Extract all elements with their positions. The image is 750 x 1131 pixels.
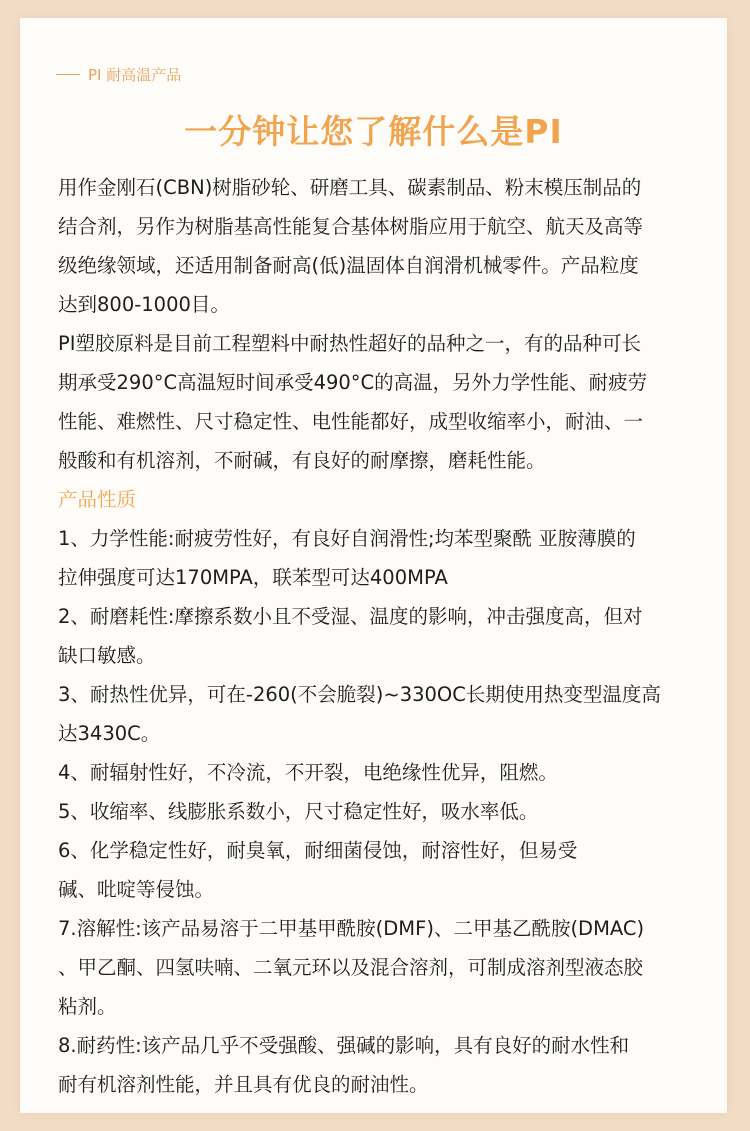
text-line: 结合剂，另作为树脂基高性能复合基体树脂应用于航空、航天及高等 [58,215,644,238]
text-line: 达3430C。 [58,722,161,745]
text-line: 5、收缩率、线膨胀系数小，尺寸稳定性好，吸水率低。 [58,800,539,823]
text-line: 3、耐热性优异，可在-260(不会脆裂)~330OC长期使用热变型温度高 [58,683,661,706]
text-line: 碱、吡啶等侵蚀。 [58,878,215,901]
text-line: 7.溶解性:该产品易溶于二甲基甲酰胺(DMF)、二甲基乙酰胺(DMAC) [58,917,645,940]
tag-divider [56,74,80,75]
text-line: PI塑胶原料是目前工程塑料中耐热性超好的品种之一，有的品种可长 [58,332,642,355]
page-title: 一分钟让您了解什么是PI [184,112,563,151]
text-line: 耐有机溶剂性能，并且具有优良的耐油性。 [58,1073,429,1096]
text-line: 缺口敏感。 [58,644,156,667]
text-line: 6、化学稳定性好，耐臭氧，耐细菌侵蚀，耐溶性好，但易受 [58,839,578,862]
text-line: 拉伸强度可达170MPA，联苯型可达400MPA [58,566,448,589]
text-line: 2、耐磨耗性:摩擦系数小且不受湿、温度的影响，冲击强度高，但对 [58,605,643,628]
text-line: 般酸和有机溶剂，不耐碱，有良好的耐摩擦，磨耗性能。 [58,449,546,472]
section-tag [56,64,181,85]
section-heading: 产品性质 [58,488,137,511]
text-line: 1、力学性能:耐疲劳性好，有良好自润滑性;均苯型聚酰 亚胺薄膜的 [58,527,636,550]
text-line: 达到800-1000目。 [58,293,230,316]
text-line: 级绝缘领域，还适用制备耐高(低)温固体自润滑机械零件。产品粒度 [58,254,639,277]
text-line: 粘剂。 [58,995,117,1018]
text-line: 用作金刚石(CBN)树脂砂轮、研磨工具、碳素制品、粉末模压制品的 [58,176,642,199]
section-tag-label: PI 耐高温产品 [88,66,182,84]
text-line: 4、耐辐射性好，不冷流，不开裂，电绝缘性优异，阻燃。 [58,761,558,784]
text-line: 性能、难燃性、尺寸稳定性、电性能都好，成型收缩率小，耐油、一 [58,410,644,433]
article-body [58,168,718,1104]
content-card [20,18,727,1113]
text-line: 8.耐药性:该产品几乎不受强酸、强碱的影响，具有良好的耐水性和 [58,1034,630,1057]
text-line: 期承受290°C高温短时间承受490°C的高温，另外力学性能、耐疲劳 [58,371,648,394]
text-line: 、甲乙酮、四氢呋喃、二氧元环以及混合溶剂，可制成溶剂型液态胶 [58,956,644,979]
